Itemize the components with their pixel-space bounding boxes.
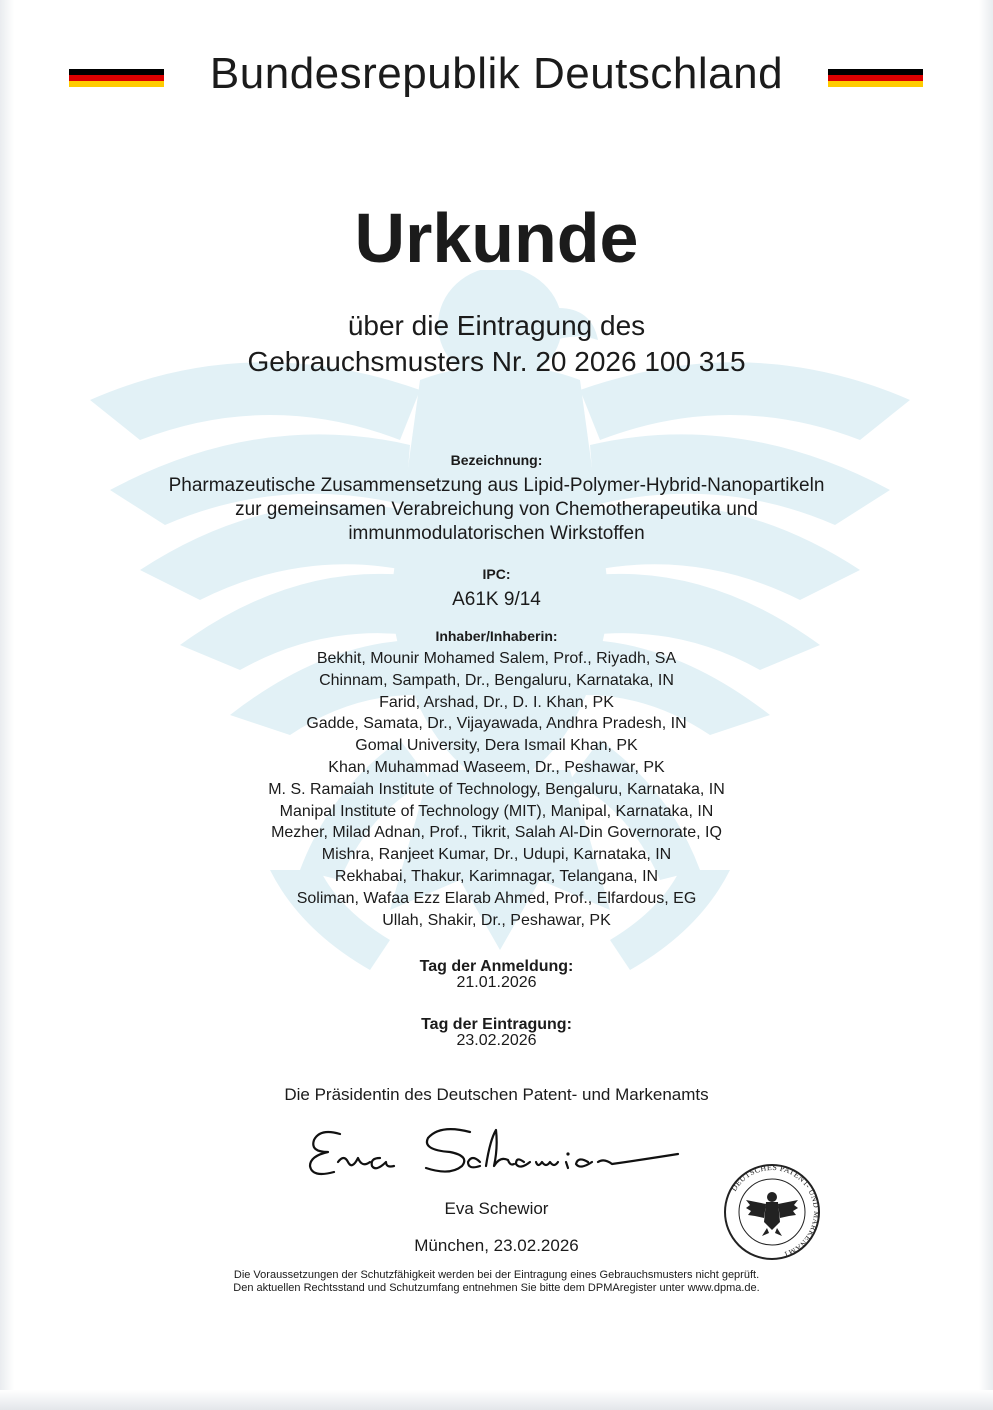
footnote-line: Den aktuellen Rechtsstand und Schutzumfang entnehmen Sie bitte dem DPMAregister unter www.dpma.de. xyxy=(233,1282,760,1294)
registration-date-label: Tag der Eintragung: xyxy=(421,1016,572,1033)
owner-item: M. S. Ramaiah Institute of Technology, Bengaluru, Karnataka, IN xyxy=(268,780,725,798)
seal-text: DEUTSCHES PATENT- UND MARKENAMT xyxy=(729,1162,822,1260)
registration-date-section xyxy=(0,1017,993,1049)
owners-label: Inhaber/Inhaberin: xyxy=(435,628,558,644)
ipc-label: IPC: xyxy=(482,566,511,582)
owner-item: Farid, Arshad, Dr., D. I. Khan, PK xyxy=(379,693,614,711)
owner-item: Gadde, Samata, Dr., Vijayawada, Andhra Pradesh, IN xyxy=(306,715,687,733)
footnote-line: Die Voraussetzungen der Schutzfähigkeit werden bei der Eintragung eines Gebrauchsmusters nicht geprüft. xyxy=(233,1269,760,1281)
designation-line: immunmodulatorischen Wirkstoffen xyxy=(348,523,645,544)
ipc-value: A61K 9/14 xyxy=(452,589,541,610)
legal-footnote xyxy=(0,1269,993,1295)
designation-section xyxy=(0,451,993,546)
owner-item: Mezher, Milad Adnan, Prof., Tikrit, Salah Al-Din Governorate, IQ xyxy=(271,824,722,842)
subtitle-line: über die Eintragung des xyxy=(347,310,646,341)
country-header: Bundesrepublik Deutschland xyxy=(209,49,784,98)
dpma-seal-icon xyxy=(715,1162,829,1262)
owner-item: Chinnam, Sampath, Dr., Bengaluru, Karnataka, IN xyxy=(319,671,674,689)
owner-item: Bekhit, Mounir Mohamed Salem, Prof., Riyadh, SA xyxy=(316,650,677,667)
designation-label: Bezeichnung: xyxy=(450,452,543,468)
registration-date-value: 23.02.2026 xyxy=(456,1032,537,1049)
owner-item: Mishra, Ranjeet Kumar, Dr., Udupi, Karnataka, IN xyxy=(321,846,672,864)
filing-date-label: Tag der Anmeldung: xyxy=(419,958,574,975)
designation-line: zur gemeinsamen Verabreichung von Chemotherapeutika und xyxy=(235,499,758,520)
subtitle-registration-number: Gebrauchsmusters Nr. 20 2026 100 315 xyxy=(247,346,746,377)
owner-item: Manipal Institute of Technology (MIT), Manipal, Karnataka, IN xyxy=(279,802,714,820)
document-subtitle xyxy=(0,308,993,380)
place-date: München, 23.02.2026 xyxy=(414,1236,579,1255)
owner-item: Soliman, Wafaa Ezz Elarab Ahmed, Prof., Elfardous, EG xyxy=(296,889,697,907)
bottom-page-edge xyxy=(0,1390,993,1410)
owner-item: Khan, Muhammad Waseem, Dr., Peshawar, PK xyxy=(328,758,665,776)
president-name: Eva Schewior xyxy=(444,1199,549,1218)
owners-list xyxy=(0,648,993,931)
owners-section xyxy=(0,627,993,931)
designation-text xyxy=(0,474,993,546)
filing-date-value: 21.01.2026 xyxy=(456,974,537,991)
owner-item: Rekhabai, Thakur, Karimnagar, Telangana, IN xyxy=(334,867,659,885)
signature-icon xyxy=(300,1118,700,1188)
owner-item: Ullah, Shakir, Dr., Peshawar, PK xyxy=(382,911,611,929)
document-title: Urkunde xyxy=(354,199,639,277)
designation-line: Pharmazeutische Zusammensetzung aus Lipid-Polymer-Hybrid-Nanopartikeln xyxy=(168,475,825,496)
ipc-section xyxy=(0,565,993,612)
president-title: Die Präsidentin des Deutschen Patent- und Markenamts xyxy=(284,1085,709,1104)
filing-date-section xyxy=(0,959,993,991)
owner-item: Gomal University, Dera Ismail Khan, PK xyxy=(355,737,638,755)
